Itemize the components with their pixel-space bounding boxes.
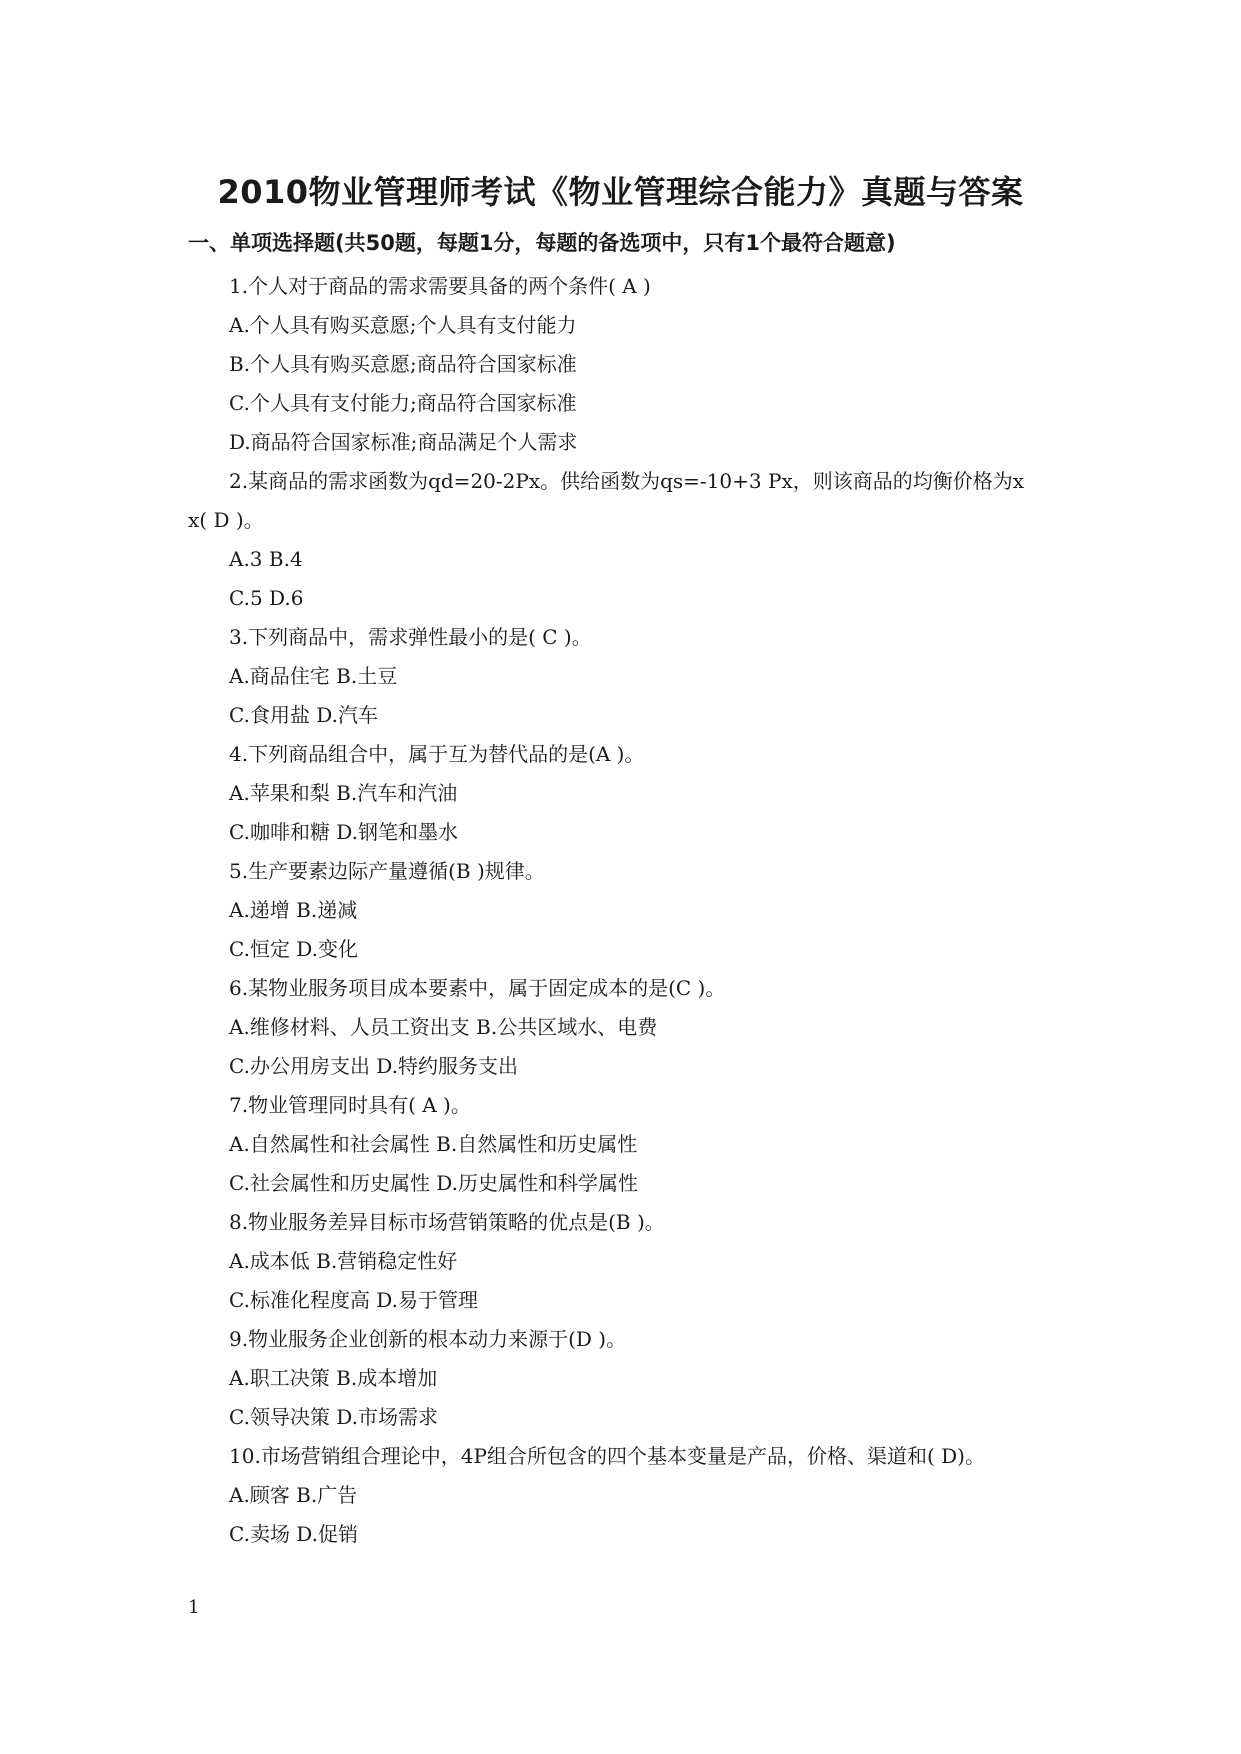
text-line: 3.下列商品中，需求弹性最小的是( C )。 [229,625,592,649]
text-line: A.个人具有购买意愿;个人具有支付能力 [229,313,577,337]
text-line: 7.物业管理同时具有( A )。 [229,1093,471,1117]
text-line: A.3 B.4 [229,547,303,571]
text-line: A.职工决策 B.成本增加 [229,1366,438,1390]
text-line: C.5 D.6 [229,586,304,610]
text-line: 10.市场营销组合理论中，4P组合所包含的四个基本变量是产品，价格、渠道和( D)。 [229,1444,985,1468]
text-line: A.维修材料、人员工资出支 B.公共区域水、电费 [229,1015,658,1039]
text-line: C.恒定 D.变化 [229,937,358,961]
document-title: 2010物业管理师考试《物业管理综合能力》真题与答案 [217,173,1024,211]
text-line: 5.生产要素边际产量遵循(B )规律。 [229,859,545,883]
text-line: D.商品符合国家标准;商品满足个人需求 [229,430,578,454]
text-line: C.社会属性和历史属性 D.历史属性和科学属性 [229,1171,638,1195]
question-list [188,267,1068,1554]
text-line: B.个人具有购买意愿;商品符合国家标准 [229,352,577,376]
text-line: 4.下列商品组合中，属于互为替代品的是(A )。 [229,742,645,766]
text-line: A.递增 B.递减 [229,898,358,922]
text-line: C.标准化程度高 D.易于管理 [229,1288,478,1312]
text-line: 6.某物业服务项目成本要素中，属于固定成本的是(C )。 [229,976,726,1000]
section-heading: 一、单项选择题(共50题，每题1分，每题的备选项中，只有1个最符合题意) [188,231,896,255]
text-line: C.个人具有支付能力;商品符合国家标准 [229,391,577,415]
text-line: C.食用盐 D.汽车 [229,703,378,727]
text-line: C.领导决策 D.市场需求 [229,1405,438,1429]
text-line: A.商品住宅 B.土豆 [229,664,398,688]
text-line: C.卖场 D.促销 [229,1522,358,1546]
text-line: C.咖啡和糖 D.钢笔和墨水 [229,820,458,844]
text-line: 2.某商品的需求函数为qd=20-2Px。供给函数为qs=-10+3 Px，则该商品的均衡价格为x [229,469,1024,493]
text-line: 8.物业服务差异目标市场营销策略的优点是(B )。 [229,1210,665,1234]
text-line: x( D )。 [188,508,264,532]
page-number: 1 [188,1597,200,1618]
text-line: A.自然属性和社会属性 B.自然属性和历史属性 [229,1132,638,1156]
text-line: 1.个人对于商品的需求需要具备的两个条件( A ) [229,274,651,298]
text-line: C.办公用房支出 D.特约服务支出 [229,1054,518,1078]
text-line: A.苹果和梨 B.汽车和汽油 [229,781,458,805]
text-line: A.成本低 B.营销稳定性好 [229,1249,458,1273]
text-line: 9.物业服务企业创新的根本动力来源于(D )。 [229,1327,627,1351]
text-line: A.顾客 B.广告 [229,1483,358,1507]
